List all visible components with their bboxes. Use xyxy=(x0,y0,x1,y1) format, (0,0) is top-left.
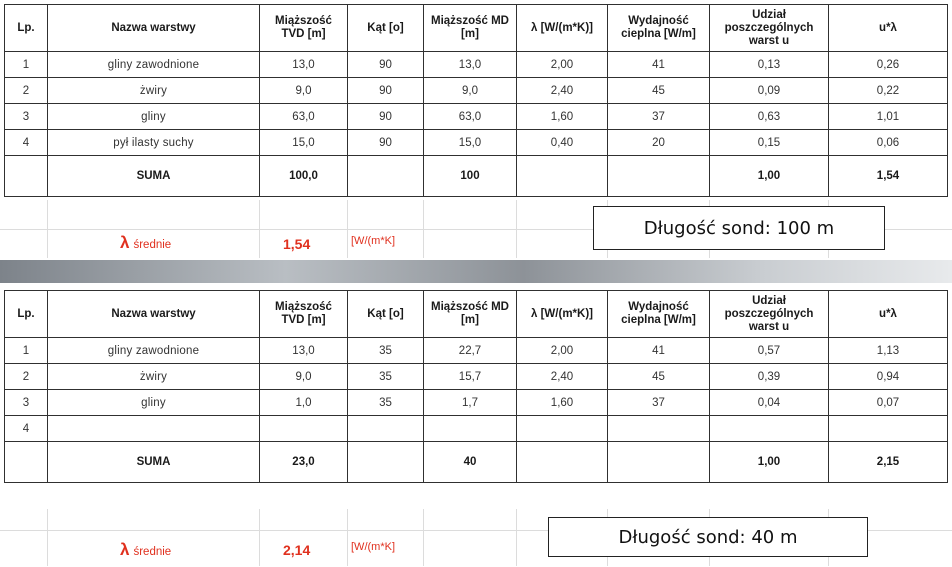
table-row xyxy=(5,52,948,78)
cell-lambda: 2,40 xyxy=(517,78,608,104)
header-thickness-md: Miąższość MD [m] xyxy=(424,5,517,52)
cell-heat-output: 37 xyxy=(608,104,710,130)
cell-share: 0,09 xyxy=(710,78,829,104)
cell-angle: 35 xyxy=(348,364,424,390)
cell-thickness-md xyxy=(424,416,517,442)
cell-thickness-md: 13,0 xyxy=(424,52,517,78)
cell-lp: 2 xyxy=(5,364,48,390)
header-angle: Kąt [o] xyxy=(348,5,424,52)
sum-u-lambda: 1,54 xyxy=(829,156,948,197)
cell-lp: 1 xyxy=(5,338,48,364)
cell-u-lambda: 0,06 xyxy=(829,130,948,156)
header-lambda: λ [W/(m*K)] xyxy=(517,5,608,52)
cell-u-lambda: 0,07 xyxy=(829,390,948,416)
cell-heat-output: 41 xyxy=(608,52,710,78)
sum-u-lambda: 2,15 xyxy=(829,442,948,483)
sum-label: SUMA xyxy=(48,156,260,197)
cell-layer-name: żwiry xyxy=(48,78,260,104)
header-layer-name: Nazwa warstwy xyxy=(48,291,260,338)
sum-thickness-md: 40 xyxy=(424,442,517,483)
cell-layer-name: pył ilasty suchy xyxy=(48,130,260,156)
header-share: Udział poszczególnych warst u xyxy=(710,291,829,338)
average-lambda-label xyxy=(120,233,171,253)
cell-thickness-md: 22,7 xyxy=(424,338,517,364)
cell-thickness-md: 9,0 xyxy=(424,78,517,104)
cell-layer-name: żwiry xyxy=(48,364,260,390)
header-thickness-md: Miąższość MD [m] xyxy=(424,291,517,338)
cell-share: 0,57 xyxy=(710,338,829,364)
cell-thickness-tvd: 63,0 xyxy=(260,104,348,130)
cell-thickness-tvd: 9,0 xyxy=(260,364,348,390)
table-block-1 xyxy=(0,0,952,260)
cell-share: 0,63 xyxy=(710,104,829,130)
cell-layer-name: gliny xyxy=(48,104,260,130)
cell-thickness-md: 1,7 xyxy=(424,390,517,416)
average-label-text: średnie xyxy=(133,239,172,251)
cell-lp: 3 xyxy=(5,390,48,416)
cell-u-lambda: 0,26 xyxy=(829,52,948,78)
cell-thickness-md: 15,7 xyxy=(424,364,517,390)
cell-u-lambda xyxy=(829,416,948,442)
cell-lp: 2 xyxy=(5,78,48,104)
sum-share: 1,00 xyxy=(710,442,829,483)
header-thickness-tvd: Miąższość TVD [m] xyxy=(260,5,348,52)
cell-lp: 3 xyxy=(5,104,48,130)
cell-angle: 90 xyxy=(348,104,424,130)
header-lp: Lp. xyxy=(5,291,48,338)
cell-heat-output: 45 xyxy=(608,78,710,104)
cell-heat-output xyxy=(608,442,710,483)
sum-thickness-tvd: 23,0 xyxy=(260,442,348,483)
cell-u-lambda: 0,22 xyxy=(829,78,948,104)
lambda-symbol: λ xyxy=(120,540,130,559)
cell-u-lambda: 0,94 xyxy=(829,364,948,390)
header-row xyxy=(5,291,948,338)
cell-angle xyxy=(348,416,424,442)
cell-lambda xyxy=(517,416,608,442)
cell-layer-name: gliny xyxy=(48,390,260,416)
lambda-symbol: λ xyxy=(120,233,130,252)
cell-lambda: 0,40 xyxy=(517,130,608,156)
table-row xyxy=(5,104,948,130)
table-row xyxy=(5,390,948,416)
cell-heat-output: 20 xyxy=(608,130,710,156)
cell-lambda xyxy=(517,156,608,197)
cell-lambda xyxy=(517,442,608,483)
cell-angle: 35 xyxy=(348,338,424,364)
cell-angle xyxy=(348,156,424,197)
average-label-text: średnie xyxy=(133,546,172,558)
sum-share: 1,00 xyxy=(710,156,829,197)
cell-angle: 90 xyxy=(348,52,424,78)
cell-thickness-md: 15,0 xyxy=(424,130,517,156)
header-row xyxy=(5,5,948,52)
header-u-lambda: u*λ xyxy=(829,5,948,52)
cell-u-lambda: 1,13 xyxy=(829,338,948,364)
table-block-2 xyxy=(0,283,952,566)
cell-layer-name: gliny zawodnione xyxy=(48,52,260,78)
cell-heat-output xyxy=(608,416,710,442)
sum-thickness-tvd: 100,0 xyxy=(260,156,348,197)
header-share: Udział poszczególnych warst u xyxy=(710,5,829,52)
cell-lambda: 2,40 xyxy=(517,364,608,390)
header-heat-output: Wydajność cieplna [W/m] xyxy=(608,291,710,338)
table-row xyxy=(5,364,948,390)
table-row xyxy=(5,416,948,442)
cell-lp: 4 xyxy=(5,416,48,442)
cell-heat-output: 41 xyxy=(608,338,710,364)
header-angle: Kąt [o] xyxy=(348,291,424,338)
sum-row xyxy=(5,442,948,483)
cell-share: 0,15 xyxy=(710,130,829,156)
cell-thickness-tvd xyxy=(260,416,348,442)
average-lambda-value: 1,54 xyxy=(283,236,311,252)
cell-heat-output: 37 xyxy=(608,390,710,416)
cell-angle xyxy=(348,442,424,483)
header-lambda: λ [W/(m*K)] xyxy=(517,291,608,338)
cell-lp xyxy=(5,156,48,197)
cell-angle: 90 xyxy=(348,78,424,104)
cell-lambda: 2,00 xyxy=(517,338,608,364)
layers-table-1 xyxy=(4,4,948,197)
header-lp: Lp. xyxy=(5,5,48,52)
image-divider-band xyxy=(0,260,952,283)
table-row xyxy=(5,78,948,104)
cell-thickness-tvd: 13,0 xyxy=(260,338,348,364)
cell-share: 0,04 xyxy=(710,390,829,416)
table-row xyxy=(5,338,948,364)
cell-lp: 1 xyxy=(5,52,48,78)
sum-row xyxy=(5,156,948,197)
cell-heat-output xyxy=(608,156,710,197)
cell-share: 0,13 xyxy=(710,52,829,78)
probe-length-callout: Długość sond: 100 m xyxy=(593,206,885,250)
average-lambda-unit: [W/(m*K] xyxy=(351,541,395,553)
probe-length-callout: Długość sond: 40 m xyxy=(548,517,868,557)
cell-thickness-tvd: 1,0 xyxy=(260,390,348,416)
layers-table-2 xyxy=(4,290,948,483)
cell-thickness-tvd: 13,0 xyxy=(260,52,348,78)
cell-layer-name xyxy=(48,416,260,442)
cell-share: 0,39 xyxy=(710,364,829,390)
sum-label: SUMA xyxy=(48,442,260,483)
cell-lambda: 1,60 xyxy=(517,104,608,130)
cell-angle: 35 xyxy=(348,390,424,416)
cell-thickness-tvd: 15,0 xyxy=(260,130,348,156)
sum-thickness-md: 100 xyxy=(424,156,517,197)
table-row xyxy=(5,130,948,156)
cell-share xyxy=(710,416,829,442)
cell-lp: 4 xyxy=(5,130,48,156)
header-thickness-tvd: Miąższość TVD [m] xyxy=(260,291,348,338)
cell-u-lambda: 1,01 xyxy=(829,104,948,130)
cell-heat-output: 45 xyxy=(608,364,710,390)
cell-lp xyxy=(5,442,48,483)
cell-angle: 90 xyxy=(348,130,424,156)
average-lambda-label xyxy=(120,540,171,560)
header-u-lambda: u*λ xyxy=(829,291,948,338)
cell-lambda: 2,00 xyxy=(517,52,608,78)
cell-thickness-md: 63,0 xyxy=(424,104,517,130)
cell-lambda: 1,60 xyxy=(517,390,608,416)
header-heat-output: Wydajność cieplna [W/m] xyxy=(608,5,710,52)
average-lambda-unit: [W/(m*K] xyxy=(351,235,395,247)
header-layer-name: Nazwa warstwy xyxy=(48,5,260,52)
cell-layer-name: gliny zawodnione xyxy=(48,338,260,364)
average-lambda-value: 2,14 xyxy=(283,542,311,558)
cell-thickness-tvd: 9,0 xyxy=(260,78,348,104)
